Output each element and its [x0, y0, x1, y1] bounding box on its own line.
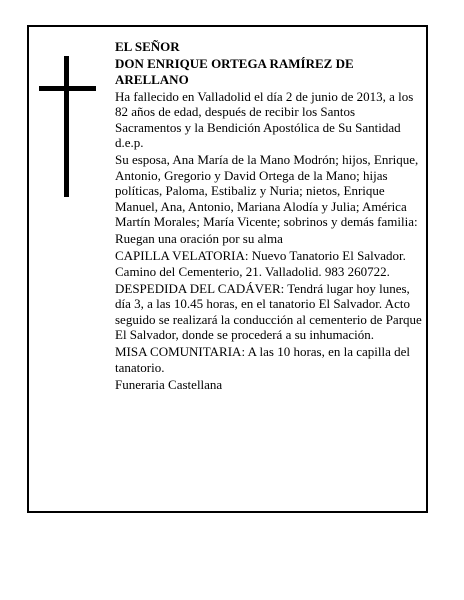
mass-info: MISA COMUNITARIA: A las 10 horas, en la capilla del tanatorio.	[115, 344, 411, 375]
wake-chapel-info: CAPILLA VELATORIA: Nuevo Tanatorio El Salvador. Camino del Cementerio, 21. Valladolid. 983 260722.	[115, 248, 406, 279]
prayer-request: Ruegan una oración por su alma	[115, 231, 283, 246]
cross-icon-bar	[39, 86, 96, 91]
cross-icon	[64, 56, 69, 197]
farewell-info: DESPEDIDA DEL CADÁVER: Tendrá lugar hoy lunes, día 3, a las 10.45 horas, en el tanatorio El Salvador. Acto seguido se realizará la conducción al cementerio de Parque El Salvador, donde se procederá a su inhumación.	[115, 280, 422, 342]
obituary-text	[115, 39, 423, 394]
family-list: Su esposa, Ana María de la Mano Modrón; hijos, Enrique, Antonio, Gregorio y David Ortega de la Mano; hijas políticas, Paloma, Estibaliz y Nuria; nietos, Enrique Manuel, Ana, Antonio, Mariana Alodía y Julia; América Martín Morales; María Vicente; sobrinos y demás familia:	[115, 152, 419, 229]
funeral-home: Funeraria Castellana	[115, 376, 223, 392]
deceased-name: DON ENRIQUE ORTEGA RAMÍREZ DE ARELLANO	[115, 56, 354, 87]
title-line: EL SEÑOR	[115, 39, 180, 54]
death-announcement: Ha fallecido en Valladolid el día 2 de junio de 2013, a los 82 años de edad, después de recibir los Santos Sacramentos y la Bendición Apostólica de Su Santidad d.e.p.	[115, 88, 414, 150]
